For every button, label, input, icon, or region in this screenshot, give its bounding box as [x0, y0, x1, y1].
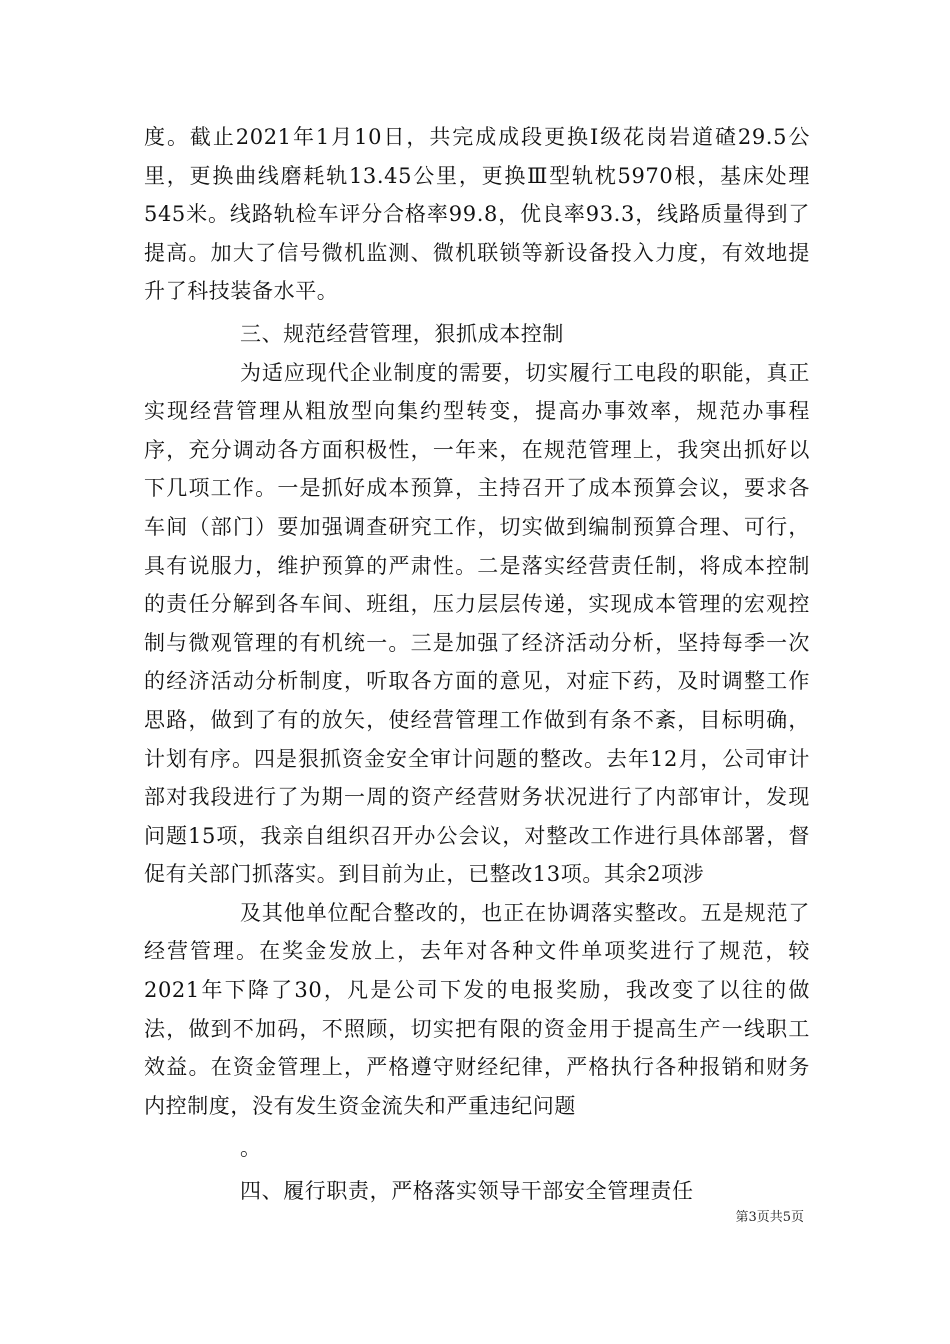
paragraph-management: 为适应现代企业制度的需要，切实履行工电段的职能，真正实现经营管理从粗放型向集约型转变，提高办事效率，规范办事程序，充分调动各方面积极性，一年来，在规范管理上，我突出抓好以下几项工作。一是抓好成本预算，主持召开了成本预算会议，要求各车间（部门）要加强调查研究工作，切实做到编制预算合理、可行，具有说服力，维护预算的严肃性。二是落实经营责任制，将成本控制的责任分解到各车间、班组，压力层层传递，实现成本管理的宏观控制与微观管理的有机统一。三是加强了经济活动分析，坚持每季一次的经济活动分析制度，听取各方面的意见，对症下药，及时调整工作思路，做到了有的放矢，使经营管理工作做到有条不紊，目标明确，计划有序。四是狠抓资金安全审计问题的整改。去年12月，公司审计部对我段进行了为期一周的资产经营财务状况进行了内部审计，发现问题15项，我亲自组织召开办公会议，对整改工作进行具体部署，督促有关部门抓落实。到目前为止，已整改13项。其余2项涉	[144, 360, 810, 887]
section-heading-3: 三、规范经营管理，狠抓成本控制	[240, 321, 564, 346]
page-number-footer: 第3页共5页	[735, 1210, 804, 1225]
paragraph-management-continued: 及其他单位配合整改的，也正在协调落实整改。五是规范了经营管理。在奖金发放上，去年对各种文件单项奖进行了规范，较2021年下降了30，凡是公司下发的电报奖励，我改变了以往的做法，做到不加码，不照顾，切实把有限的资金用于提高生产一线职工效益。在资金管理上，严格遵守财经纪律，严格执行各种报销和财务内控制度，没有发生资金流失和严重违纪问题	[144, 900, 810, 1118]
paragraph-period: 。	[240, 1136, 262, 1161]
section-heading-4: 四、履行职责，严格落实领导干部安全管理责任	[240, 1179, 694, 1204]
paragraph-continuation: 度。截止2021年1月10日，共完成成段更换Ⅰ级花岗岩道碴29.5公里，更换曲线磨耗轨13.45公里，更换Ⅲ型轨枕5970根，基床处理545米。线路轨检车评分合格率99.8，优良率93.3，线路质量得到了提高。加大了信号微机监测、微机联锁等新设备投入力度，有效地提升了科技装备水平。	[144, 125, 810, 304]
document-body	[144, 118, 810, 1211]
